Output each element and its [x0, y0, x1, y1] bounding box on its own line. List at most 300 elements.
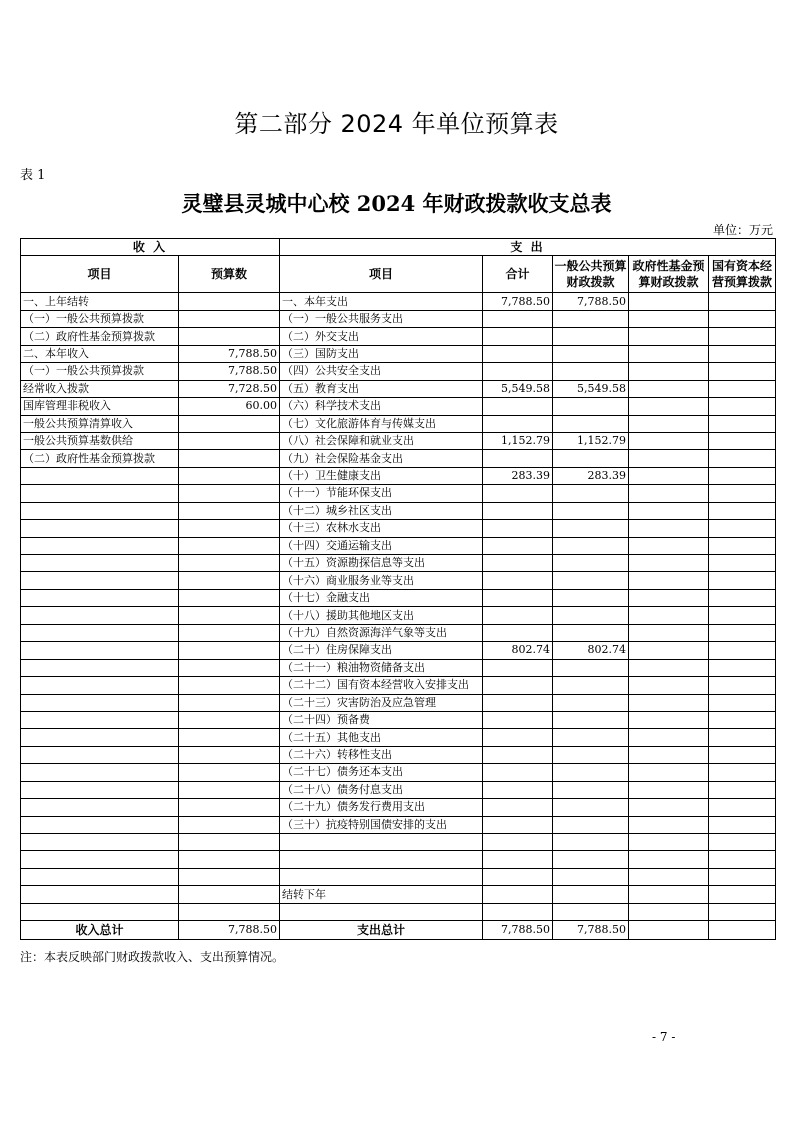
gov-fund-amount — [629, 799, 709, 816]
expense-amount — [483, 310, 553, 327]
income-item — [21, 467, 179, 484]
income-amount: 7,728.50 — [179, 380, 280, 397]
income-item — [21, 764, 179, 781]
table-row — [21, 380, 776, 397]
income-item — [21, 624, 179, 641]
income-amount — [179, 555, 280, 572]
general-budget-amount — [553, 799, 629, 816]
income-item — [21, 834, 179, 851]
general-budget-amount — [553, 485, 629, 502]
income-item — [21, 502, 179, 519]
general-budget-amount — [553, 868, 629, 885]
state-capital-amount — [709, 293, 776, 310]
income-amount — [179, 659, 280, 676]
general-budget-amount — [553, 363, 629, 380]
expense-item: （二十五）其他支出 — [280, 729, 483, 746]
general-budget-amount: 802.74 — [553, 642, 629, 659]
income-amount — [179, 310, 280, 327]
income-item — [21, 520, 179, 537]
table-row — [21, 502, 776, 519]
state-capital-amount — [709, 851, 776, 868]
income-item — [21, 572, 179, 589]
expense-item: （三）国防支出 — [280, 345, 483, 362]
table-row — [21, 851, 776, 868]
table-row — [21, 589, 776, 606]
income-amount — [179, 903, 280, 920]
table-row — [21, 903, 776, 920]
table-row — [21, 781, 776, 798]
table-row — [21, 310, 776, 327]
general-budget-amount — [553, 659, 629, 676]
expense-amount — [483, 520, 553, 537]
table-row — [21, 485, 776, 502]
expense-item: （二十七）债务还本支出 — [280, 764, 483, 781]
gov-fund-amount — [629, 746, 709, 763]
income-amount — [179, 432, 280, 449]
expense-amount — [483, 345, 553, 362]
expense-item: 一、本年支出 — [280, 293, 483, 310]
income-amount — [179, 711, 280, 728]
state-capital-amount — [709, 572, 776, 589]
general-budget-amount — [553, 816, 629, 833]
income-amount — [179, 781, 280, 798]
state-capital-amount — [709, 781, 776, 798]
gov-fund-amount — [629, 886, 709, 903]
general-budget-amount — [553, 502, 629, 519]
income-item: 国库管理非税收入 — [21, 398, 179, 415]
table-row — [21, 868, 776, 885]
state-capital-amount — [709, 328, 776, 345]
expense-item: （十七）金融支出 — [280, 589, 483, 606]
expense-item: 结转下年 — [280, 886, 483, 903]
general-budget-amount — [553, 711, 629, 728]
expense-amount — [483, 589, 553, 606]
col-income-budget: 预算数 — [179, 256, 280, 293]
totals-row — [21, 921, 776, 940]
general-budget-amount — [553, 851, 629, 868]
income-item — [21, 729, 179, 746]
expense-item — [280, 851, 483, 868]
income-amount — [179, 851, 280, 868]
gov-fund-amount — [629, 572, 709, 589]
col-total: 合计 — [483, 256, 553, 293]
income-amount — [179, 886, 280, 903]
income-amount — [179, 624, 280, 641]
expense-amount — [483, 834, 553, 851]
gov-fund-amount — [629, 816, 709, 833]
expense-item: （十八）援助其他地区支出 — [280, 607, 483, 624]
gov-fund-amount — [629, 363, 709, 380]
table-row — [21, 467, 776, 484]
state-capital-amount — [709, 659, 776, 676]
expense-amount — [483, 537, 553, 554]
expense-item: （十六）商业服务业等支出 — [280, 572, 483, 589]
income-amount — [179, 467, 280, 484]
expense-item: （四）公共安全支出 — [280, 363, 483, 380]
state-capital-amount — [709, 432, 776, 449]
general-budget-amount — [553, 729, 629, 746]
expense-amount — [483, 816, 553, 833]
table-row — [21, 363, 776, 380]
expense-amount — [483, 868, 553, 885]
expense-item: （三十）抗疫特别国债安排的支出 — [280, 816, 483, 833]
expense-amount — [483, 711, 553, 728]
expense-amount — [483, 363, 553, 380]
table-row — [21, 607, 776, 624]
gov-fund-amount — [629, 293, 709, 310]
expense-item — [280, 868, 483, 885]
state-capital-amount — [709, 520, 776, 537]
table-number: 表 1 — [20, 168, 46, 183]
general-budget-amount — [553, 310, 629, 327]
gov-fund-amount — [629, 537, 709, 554]
income-item: 一般公共预算基数供给 — [21, 432, 179, 449]
income-item — [21, 537, 179, 554]
gov-fund-amount — [629, 485, 709, 502]
table-row — [21, 677, 776, 694]
table-row — [21, 450, 776, 467]
state-capital-amount — [709, 380, 776, 397]
document-title: 灵璧县灵城中心校 2024 年财政拨款收支总表 — [181, 191, 612, 216]
expense-amount: 7,788.50 — [483, 293, 553, 310]
state-capital-amount — [709, 589, 776, 606]
expense-item: （一）一般公共服务支出 — [280, 310, 483, 327]
income-amount — [179, 868, 280, 885]
expense-amount — [483, 677, 553, 694]
income-item: （一）一般公共预算拨款 — [21, 363, 179, 380]
gov-fund-amount — [629, 677, 709, 694]
expense-item: （二十九）债务发行费用支出 — [280, 799, 483, 816]
expense-amount — [483, 502, 553, 519]
gov-fund-amount — [629, 555, 709, 572]
income-item — [21, 485, 179, 502]
gov-fund-amount — [629, 642, 709, 659]
general-budget-amount — [553, 450, 629, 467]
gov-fund-amount — [629, 711, 709, 728]
expense-item: （十五）资源勘探信息等支出 — [280, 555, 483, 572]
general-budget-amount: 283.39 — [553, 467, 629, 484]
expense-amount — [483, 450, 553, 467]
income-item — [21, 607, 179, 624]
gov-fund-amount — [629, 659, 709, 676]
table-row — [21, 572, 776, 589]
income-amount — [179, 764, 280, 781]
gov-fund-amount — [629, 380, 709, 397]
income-amount — [179, 799, 280, 816]
table-row — [21, 624, 776, 641]
table-row — [21, 398, 776, 415]
col-state-capital: 国有资本经营预算拨款 — [709, 256, 776, 293]
state-capital-amount — [709, 415, 776, 432]
gov-fund-amount — [629, 868, 709, 885]
income-item — [21, 816, 179, 833]
income-amount — [179, 537, 280, 554]
income-item — [21, 868, 179, 885]
gov-fund-amount — [629, 467, 709, 484]
expense-amount — [483, 659, 553, 676]
expense-total-state-capital — [709, 921, 776, 940]
income-item: 二、本年收入 — [21, 345, 179, 362]
state-capital-amount — [709, 607, 776, 624]
income-amount — [179, 450, 280, 467]
gov-fund-amount — [629, 450, 709, 467]
state-capital-amount — [709, 398, 776, 415]
gov-fund-amount — [629, 520, 709, 537]
expense-amount: 283.39 — [483, 467, 553, 484]
table-row — [21, 415, 776, 432]
table-row — [21, 746, 776, 763]
col-gov-fund: 政府性基金预算财政拨款 — [629, 256, 709, 293]
col-general-budget: 一般公共预算财政拨款 — [553, 256, 629, 293]
expense-amount — [483, 398, 553, 415]
income-item — [21, 677, 179, 694]
gov-fund-amount — [629, 345, 709, 362]
state-capital-amount — [709, 485, 776, 502]
gov-fund-amount — [629, 310, 709, 327]
state-capital-amount — [709, 363, 776, 380]
income-amount — [179, 415, 280, 432]
expense-amount: 802.74 — [483, 642, 553, 659]
general-budget-amount — [553, 677, 629, 694]
income-amount: 7,788.50 — [179, 363, 280, 380]
expense-amount — [483, 624, 553, 641]
expense-amount — [483, 607, 553, 624]
table-row — [21, 729, 776, 746]
expense-item: （七）文化旅游体育与传媒支出 — [280, 415, 483, 432]
state-capital-amount — [709, 834, 776, 851]
general-budget-amount — [553, 328, 629, 345]
general-budget-amount — [553, 520, 629, 537]
general-budget-amount — [553, 607, 629, 624]
expense-amount: 1,152.79 — [483, 432, 553, 449]
general-budget-amount: 5,549.58 — [553, 380, 629, 397]
table-row — [21, 764, 776, 781]
expense-total-label: 支出总计 — [280, 921, 483, 940]
income-item: 一般公共预算清算收入 — [21, 415, 179, 432]
general-budget-amount — [553, 746, 629, 763]
income-item — [21, 903, 179, 920]
expense-amount — [483, 572, 553, 589]
income-item — [21, 886, 179, 903]
expense-item: （二十四）预备费 — [280, 711, 483, 728]
expense-amount — [483, 764, 553, 781]
income-amount — [179, 642, 280, 659]
column-header-row — [21, 256, 776, 293]
state-capital-amount — [709, 694, 776, 711]
gov-fund-amount — [629, 903, 709, 920]
income-amount — [179, 485, 280, 502]
income-amount — [179, 589, 280, 606]
table-row — [21, 328, 776, 345]
income-amount — [179, 729, 280, 746]
table-row — [21, 293, 776, 310]
income-item — [21, 694, 179, 711]
general-budget-amount: 1,152.79 — [553, 432, 629, 449]
col-expense-item: 项目 — [280, 256, 483, 293]
gov-fund-amount — [629, 415, 709, 432]
table-row — [21, 799, 776, 816]
income-item — [21, 659, 179, 676]
general-budget-amount — [553, 781, 629, 798]
table-row — [21, 694, 776, 711]
table-row — [21, 432, 776, 449]
expense-item: （十三）农林水支出 — [280, 520, 483, 537]
unit-label: 单位：万元 — [712, 223, 773, 237]
col-income-item: 项目 — [21, 256, 179, 293]
expense-amount — [483, 415, 553, 432]
expense-header: 支 出 — [280, 239, 776, 256]
section-header-row — [21, 239, 776, 256]
income-amount — [179, 816, 280, 833]
income-header: 收 入 — [21, 239, 280, 256]
income-item — [21, 746, 179, 763]
expense-item — [280, 834, 483, 851]
table-row — [21, 345, 776, 362]
general-budget-amount — [553, 694, 629, 711]
budget-table — [20, 238, 776, 940]
expense-item: （五）教育支出 — [280, 380, 483, 397]
table-row — [21, 711, 776, 728]
income-item — [21, 589, 179, 606]
state-capital-amount — [709, 310, 776, 327]
expense-item: （二）外交支出 — [280, 328, 483, 345]
state-capital-amount — [709, 642, 776, 659]
gov-fund-amount — [629, 607, 709, 624]
expense-item: （十一）节能环保支出 — [280, 485, 483, 502]
income-item — [21, 851, 179, 868]
expense-amount — [483, 851, 553, 868]
income-item — [21, 555, 179, 572]
state-capital-amount — [709, 711, 776, 728]
income-item — [21, 642, 179, 659]
expense-amount — [483, 746, 553, 763]
expense-item: （二十三）灾害防治及应急管理 — [280, 694, 483, 711]
income-amount — [179, 502, 280, 519]
expense-item: （六）科学技术支出 — [280, 398, 483, 415]
state-capital-amount — [709, 729, 776, 746]
part-title: 第二部分 2024 年单位预算表 — [234, 110, 559, 138]
income-item: （二）政府性基金预算拨款 — [21, 450, 179, 467]
state-capital-amount — [709, 677, 776, 694]
expense-total-amount: 7,788.50 — [483, 921, 553, 940]
income-total-label: 收入总计 — [21, 921, 179, 940]
general-budget-amount — [553, 537, 629, 554]
income-item: 经常收入拨款 — [21, 380, 179, 397]
gov-fund-amount — [629, 781, 709, 798]
state-capital-amount — [709, 746, 776, 763]
table-row — [21, 520, 776, 537]
gov-fund-amount — [629, 589, 709, 606]
income-amount — [179, 746, 280, 763]
income-amount — [179, 520, 280, 537]
state-capital-amount — [709, 450, 776, 467]
income-amount — [179, 328, 280, 345]
general-budget-amount — [553, 764, 629, 781]
table-note: 注：本表反映部门财政拨款收入、支出预算情况。 — [20, 950, 285, 964]
general-budget-amount — [553, 555, 629, 572]
table-row — [21, 834, 776, 851]
income-amount — [179, 293, 280, 310]
expense-item: （十二）城乡社区支出 — [280, 502, 483, 519]
general-budget-amount — [553, 903, 629, 920]
income-total-amount: 7,788.50 — [179, 921, 280, 940]
gov-fund-amount — [629, 694, 709, 711]
page-number: - 7 - — [652, 1030, 676, 1044]
income-amount: 60.00 — [179, 398, 280, 415]
expense-amount — [483, 886, 553, 903]
income-item: 一、上年结转 — [21, 293, 179, 310]
expense-amount — [483, 555, 553, 572]
income-amount — [179, 834, 280, 851]
expense-amount — [483, 799, 553, 816]
table-row — [21, 642, 776, 659]
expense-item: （二十二）国有资本经营收入安排支出 — [280, 677, 483, 694]
expense-amount — [483, 485, 553, 502]
general-budget-amount — [553, 834, 629, 851]
expense-amount — [483, 694, 553, 711]
income-amount — [179, 694, 280, 711]
income-item: （二）政府性基金预算拨款 — [21, 328, 179, 345]
general-budget-amount — [553, 589, 629, 606]
expense-item: （十四）交通运输支出 — [280, 537, 483, 554]
income-amount: 7,788.50 — [179, 345, 280, 362]
state-capital-amount — [709, 502, 776, 519]
gov-fund-amount — [629, 432, 709, 449]
expense-total-general: 7,788.50 — [553, 921, 629, 940]
expense-item: （二十一）粮油物资储备支出 — [280, 659, 483, 676]
income-item — [21, 711, 179, 728]
gov-fund-amount — [629, 764, 709, 781]
expense-amount — [483, 328, 553, 345]
state-capital-amount — [709, 555, 776, 572]
general-budget-amount — [553, 624, 629, 641]
table-row — [21, 886, 776, 903]
gov-fund-amount — [629, 328, 709, 345]
state-capital-amount — [709, 537, 776, 554]
state-capital-amount — [709, 903, 776, 920]
expense-item: （二十八）债务付息支出 — [280, 781, 483, 798]
state-capital-amount — [709, 868, 776, 885]
state-capital-amount — [709, 764, 776, 781]
expense-amount — [483, 903, 553, 920]
gov-fund-amount — [629, 398, 709, 415]
general-budget-amount — [553, 398, 629, 415]
expense-item — [280, 903, 483, 920]
income-amount — [179, 607, 280, 624]
general-budget-amount — [553, 572, 629, 589]
income-item: （一）一般公共预算拨款 — [21, 310, 179, 327]
general-budget-amount: 7,788.50 — [553, 293, 629, 310]
expense-item: （八）社会保障和就业支出 — [280, 432, 483, 449]
gov-fund-amount — [629, 502, 709, 519]
state-capital-amount — [709, 886, 776, 903]
general-budget-amount — [553, 415, 629, 432]
expense-item: （十）卫生健康支出 — [280, 467, 483, 484]
gov-fund-amount — [629, 834, 709, 851]
table-row — [21, 537, 776, 554]
table-row — [21, 555, 776, 572]
expense-amount: 5,549.58 — [483, 380, 553, 397]
state-capital-amount — [709, 345, 776, 362]
gov-fund-amount — [629, 624, 709, 641]
state-capital-amount — [709, 467, 776, 484]
general-budget-amount — [553, 345, 629, 362]
expense-item: （二十）住房保障支出 — [280, 642, 483, 659]
gov-fund-amount — [629, 729, 709, 746]
state-capital-amount — [709, 624, 776, 641]
expense-item: （二十六）转移性支出 — [280, 746, 483, 763]
expense-total-gov-fund — [629, 921, 709, 940]
